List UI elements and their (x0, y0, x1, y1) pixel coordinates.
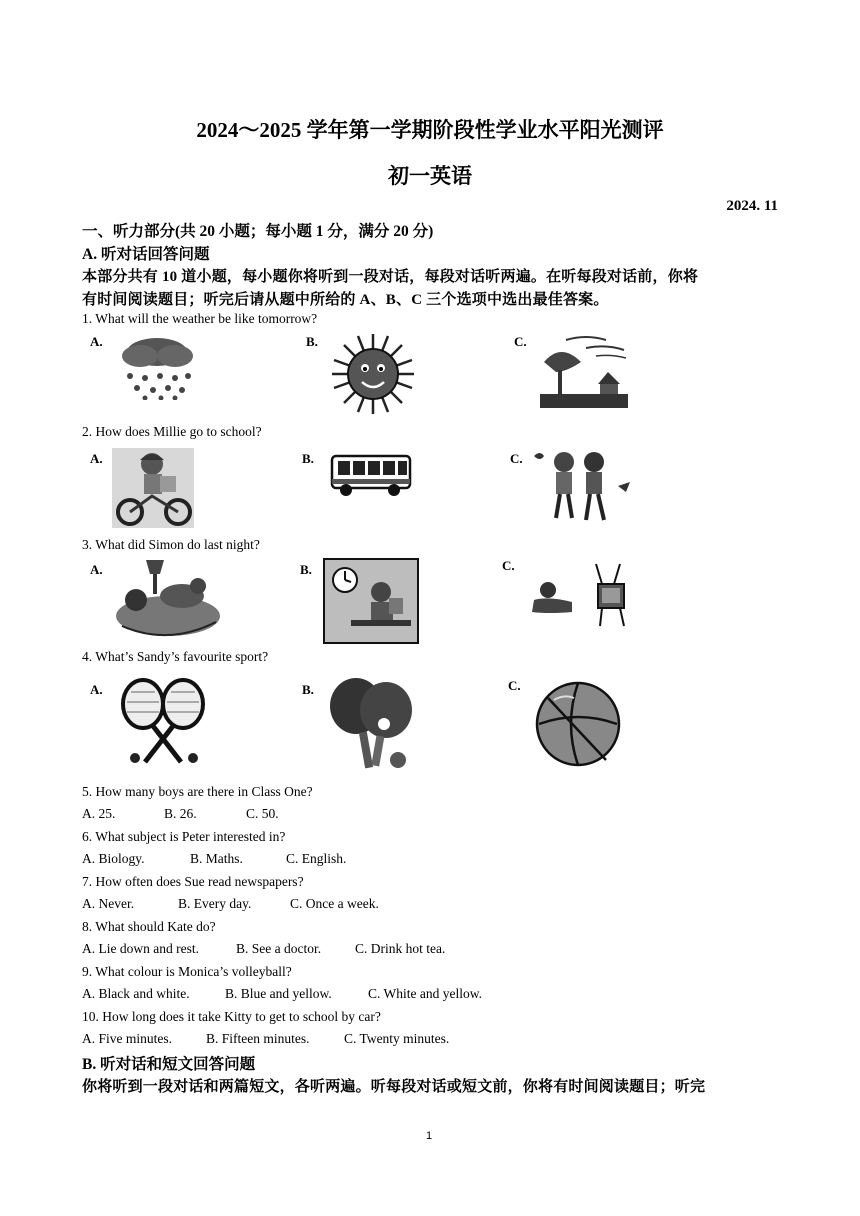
q5-option-a: A. 25. (82, 806, 116, 821)
exam-date: 2024. 11 (726, 198, 778, 214)
volleyball-icon (534, 680, 622, 768)
sleeping-icon (112, 556, 222, 640)
q9-option-a: A. Black and white. (82, 986, 190, 1001)
q7-option-b: B. Every day. (178, 896, 252, 911)
q1-label-a: A. (90, 334, 103, 349)
question-7: 7. How often does Sue read newspapers? (82, 874, 304, 889)
question-6: 6. What subject is Peter interested in? (82, 829, 286, 844)
q10-option-b: B. Fifteen minutes. (206, 1031, 310, 1046)
watching-tv-icon (528, 560, 634, 630)
sectionA-intro-line2: 有时间阅读题目；听完后请从题中所给的 A、B、C 三个选项中选出最佳答案。 (82, 292, 609, 308)
windy-house-icon (536, 332, 632, 410)
q3-label-c: C. (502, 558, 515, 573)
question-2: 2. How does Millie go to school? (82, 424, 262, 439)
q10-option-a: A. Five minutes. (82, 1031, 172, 1046)
sectionA-intro-line1: 本部分共有 10 道小题，每小题你将听到一段对话，每段对话听两遍。在听每段对话前，你将 (82, 269, 699, 285)
q8-option-a: A. Lie down and rest. (82, 941, 199, 956)
q9-option-c: C. White and yellow. (368, 986, 482, 1001)
homework-clock-icon (323, 558, 419, 644)
sun-icon (330, 332, 416, 416)
q6-option-a: A. Biology. (82, 851, 145, 866)
q2-label-b: B. (302, 451, 314, 466)
q6-option-c: C. English. (286, 851, 347, 866)
q5-option-b: B. 26. (164, 806, 197, 821)
q2-label-a: A. (90, 451, 103, 466)
q1-label-b: B. (306, 334, 318, 349)
q4-label-b: B. (302, 682, 314, 697)
question-4: 4. What’s Sandy’s favourite sport? (82, 649, 269, 664)
sectionA-heading: A. 听对话回答问题 (82, 246, 210, 263)
sectionB-heading: B. 听对话和短文回答问题 (82, 1056, 256, 1073)
q1-label-c: C. (514, 334, 527, 349)
bike-icon (112, 448, 194, 528)
q3-label-b: B. (300, 562, 312, 577)
q10-option-c: C. Twenty minutes. (344, 1031, 450, 1046)
q5-option-c: C. 50. (246, 806, 279, 821)
exam-title: 2024～2025 学年第一学期阶段性学业水平阳光测评 (196, 118, 664, 142)
question-10: 10. How long does it take Kitty to get to school by car? (82, 1009, 381, 1024)
tennis-icon (115, 678, 211, 768)
page-number: 1 (426, 1130, 433, 1142)
sectionB-intro-line1: 你将听到一段对话和两篇短文，各听两遍。听每段对话或短文前，你将有时间阅读题目；听完 (82, 1079, 706, 1095)
rain-cloud-icon (115, 332, 197, 400)
q4-label-a: A. (90, 682, 103, 697)
part1-heading: 一、听力部分(共 20 小题；每小题 1 分，满分 20 分) (82, 223, 434, 240)
q8-option-c: C. Drink hot tea. (355, 941, 446, 956)
q9-option-b: B. Blue and yellow. (225, 986, 332, 1001)
walking-kids-icon (530, 448, 634, 526)
table-tennis-icon (326, 676, 416, 772)
exam-subtitle: 初一英语 (388, 164, 472, 188)
question-3: 3. What did Simon do last night? (82, 537, 260, 552)
q4-label-c: C. (508, 678, 521, 693)
question-9: 9. What colour is Monica’s volleyball? (82, 964, 292, 979)
q7-option-c: C. Once a week. (290, 896, 379, 911)
question-8: 8. What should Kate do? (82, 919, 216, 934)
q7-option-a: A. Never. (82, 896, 135, 911)
q6-option-b: B. Maths. (190, 851, 243, 866)
question-1: 1. What will the weather be like tomorrow? (82, 311, 318, 326)
q3-label-a: A. (90, 562, 103, 577)
bus-icon (330, 452, 412, 498)
q2-label-c: C. (510, 451, 523, 466)
q8-option-b: B. See a doctor. (236, 941, 322, 956)
question-5: 5. How many boys are there in Class One? (82, 784, 313, 799)
